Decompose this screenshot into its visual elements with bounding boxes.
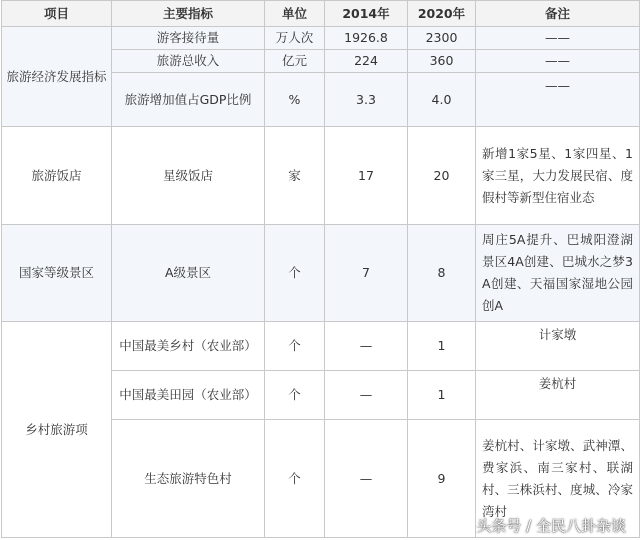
indicator-cell: 中国最美田园（农业部） [112, 371, 265, 420]
category-cell: 乡村旅游项 [2, 322, 112, 538]
unit-cell: 个 [265, 420, 325, 538]
header-unit: 单位 [265, 1, 325, 27]
note-cell: 姜杭村、计家墩、武神潭、费家浜、南三家村、联湖村、三株浜村、度城、冷家湾村 [476, 420, 640, 538]
table-row [2, 27, 640, 50]
watermark: 头条号 / 全民八卦杂谈 [476, 517, 626, 535]
indicator-cell: 星级饭店 [112, 127, 265, 225]
value-2020-cell: 2300 [408, 27, 476, 50]
note-cell: 姜杭村 [476, 371, 640, 420]
note-cell: —— [476, 27, 640, 50]
category-cell: 旅游经济发展指标 [2, 27, 112, 127]
header-row [2, 1, 640, 27]
table-row [2, 127, 640, 225]
header-indicator: 主要指标 [112, 1, 265, 27]
note-cell: 新增1家5星、1家四星、1家三星，大力发展民宿、度假村等新型住宿业态 [476, 127, 640, 225]
unit-cell: 万人次 [265, 27, 325, 50]
indicator-table [1, 0, 640, 538]
unit-cell: 个 [265, 225, 325, 322]
header-notes: 备注 [476, 1, 640, 27]
value-2020-cell: 1 [408, 322, 476, 371]
value-2014-cell: 1926.8 [325, 27, 408, 50]
header-2020: 2020年 [408, 1, 476, 27]
indicator-cell: 中国最美乡村（农业部） [112, 322, 265, 371]
value-2014-cell: — [325, 322, 408, 371]
value-2020-cell: 360 [408, 50, 476, 73]
value-2020-cell: 9 [408, 420, 476, 538]
indicator-cell: 游客接待量 [112, 27, 265, 50]
value-2014-cell: 7 [325, 225, 408, 322]
value-2014-cell: — [325, 420, 408, 538]
value-2014-cell: — [325, 371, 408, 420]
header-2014: 2014年 [325, 1, 408, 27]
unit-cell: 家 [265, 127, 325, 225]
category-cell: 旅游饭店 [2, 127, 112, 225]
value-2014-cell: 224 [325, 50, 408, 73]
value-2020-cell: 8 [408, 225, 476, 322]
note-cell: —— [476, 73, 640, 127]
indicator-cell: 旅游增加值占GDP比例 [112, 73, 265, 127]
indicator-cell: A级景区 [112, 225, 265, 322]
unit-cell: 个 [265, 322, 325, 371]
category-cell: 国家等级景区 [2, 225, 112, 322]
header-category: 项目 [2, 1, 112, 27]
unit-cell: 亿元 [265, 50, 325, 73]
value-2020-cell: 20 [408, 127, 476, 225]
value-2020-cell: 1 [408, 371, 476, 420]
note-cell: —— [476, 50, 640, 73]
value-2020-cell: 4.0 [408, 73, 476, 127]
table-row [2, 225, 640, 322]
unit-cell: 个 [265, 371, 325, 420]
value-2014-cell: 3.3 [325, 73, 408, 127]
unit-cell: % [265, 73, 325, 127]
table-row [2, 322, 640, 371]
value-2014-cell: 17 [325, 127, 408, 225]
indicator-cell: 旅游总收入 [112, 50, 265, 73]
note-cell: 周庄5A提升、巴城阳澄湖景区4A创建、巴城水之梦3A创建、天福国家湿地公园创A [476, 225, 640, 322]
note-cell: 计家墩 [476, 322, 640, 371]
indicator-cell: 生态旅游特色村 [112, 420, 265, 538]
